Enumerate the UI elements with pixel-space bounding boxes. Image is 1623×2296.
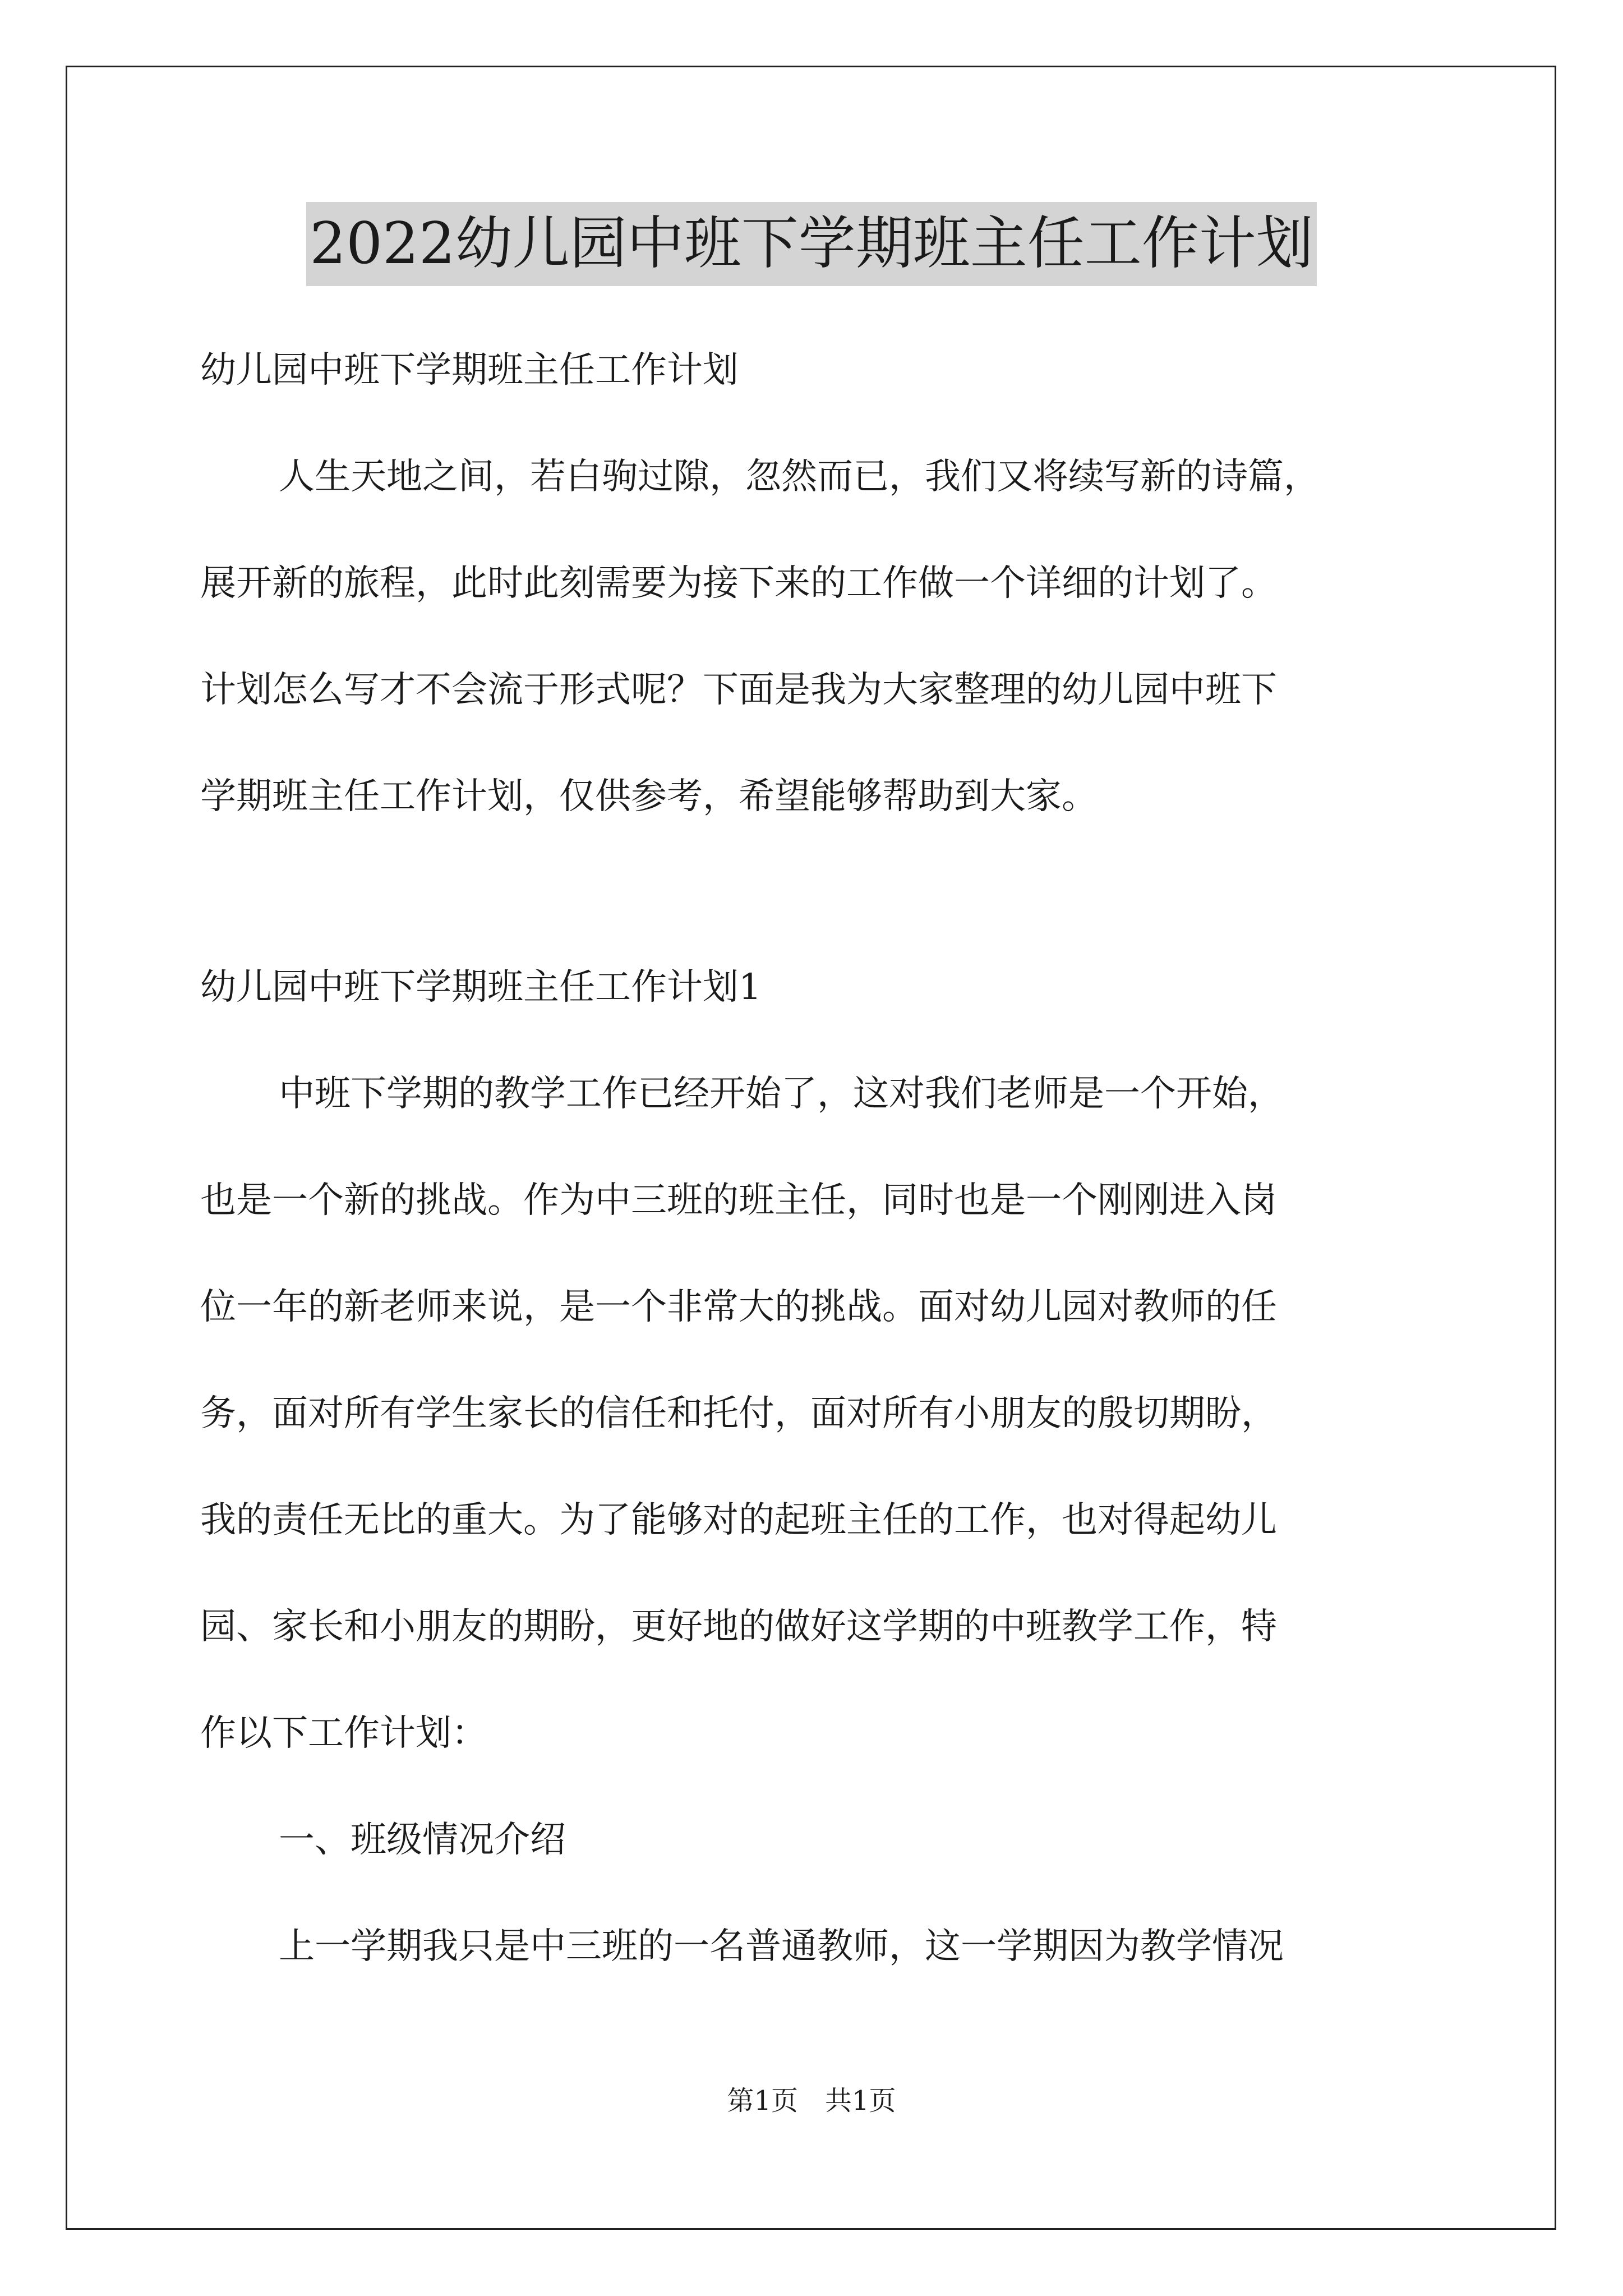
body-line: 位一年的新老师来说，是一个非常大的挑战。面对幼儿园对教师的任 bbox=[200, 1286, 1277, 1328]
body-line: 园、家长和小朋友的期盼，更好地的做好这学期的中班教学工作，特 bbox=[200, 1606, 1277, 1648]
intro-line: 展开新的旅程，此时此刻需要为接下来的工作做一个详细的计划了。 bbox=[200, 563, 1277, 604]
body-line: 上一学期我只是中三班的一名普通教师，这一学期因为教学情况 bbox=[279, 1926, 1284, 1967]
body-line: 我的责任无比的重大。为了能够对的起班主任的工作，也对得起幼儿 bbox=[200, 1499, 1277, 1541]
body-line: 务，面对所有学生家长的信任和托付，面对所有小朋友的殷切期盼， bbox=[200, 1393, 1277, 1434]
document-title-text: 2022幼儿园中班下学期班主任工作计划 bbox=[306, 202, 1317, 286]
section-heading-block bbox=[200, 934, 1445, 1041]
intro-paragraph bbox=[200, 424, 1445, 850]
intro-line: 学期班主任工作计划，仅供参考，希望能够帮助到大家。 bbox=[200, 776, 1098, 817]
document-subtitle: 幼儿园中班下学期班主任工作计划 bbox=[200, 349, 739, 391]
intro-line: 计划怎么写才不会流于形式呢？下面是我为大家整理的幼儿园中班下 bbox=[200, 669, 1277, 711]
subheading: 一、班级情况介绍 bbox=[279, 1819, 566, 1861]
section-heading: 幼儿园中班下学期班主任工作计划1 bbox=[200, 967, 762, 1008]
body-line: 也是一个新的挑战。作为中三班的班主任，同时也是一个刚刚进入岗 bbox=[200, 1180, 1277, 1221]
document-subtitle-block bbox=[200, 317, 1445, 424]
body-paragraph bbox=[200, 1041, 1445, 2000]
body-line: 作以下工作计划： bbox=[200, 1713, 487, 1754]
page-number: 第1页 共1页 bbox=[727, 2085, 896, 2116]
document-title bbox=[0, 202, 1623, 286]
page-footer bbox=[0, 2081, 1623, 2120]
intro-line: 人生天地之间，若白驹过隙，忽然而已，我们又将续写新的诗篇， bbox=[279, 456, 1320, 498]
body-line: 中班下学期的教学工作已经开始了，这对我们老师是一个开始， bbox=[279, 1073, 1284, 1115]
